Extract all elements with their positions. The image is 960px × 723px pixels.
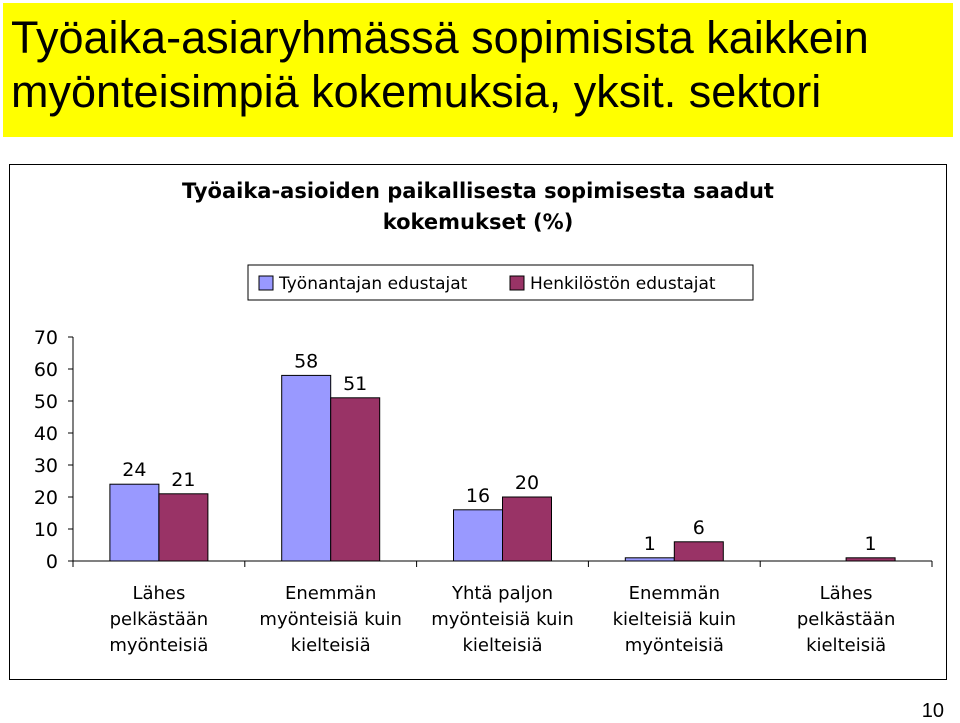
legend-label-2: Henkilöstön edustajat bbox=[530, 274, 716, 294]
bar-chart bbox=[10, 165, 946, 679]
bar-series1-cat3 bbox=[454, 510, 503, 561]
data-label-series2-cat1: 21 bbox=[171, 468, 196, 491]
data-label-series1-cat2: 58 bbox=[294, 350, 319, 373]
data-label-series1-cat3: 16 bbox=[465, 484, 491, 507]
chart-frame bbox=[9, 164, 947, 680]
x-category-label-5-line-1: Lähes bbox=[819, 583, 873, 604]
data-label-series2-cat3: 20 bbox=[514, 472, 540, 494]
x-category-label-1-line-2: pelkästään bbox=[109, 609, 209, 630]
y-tick-label: 70 bbox=[33, 327, 58, 349]
x-category-label-3-line-1: Yhtä paljon bbox=[451, 583, 554, 604]
y-tick-label: 40 bbox=[33, 423, 58, 445]
bar-series2-cat3 bbox=[503, 497, 552, 561]
x-category-label-1-line-1: Lähes bbox=[132, 583, 186, 604]
bar-series2-cat5 bbox=[846, 558, 895, 561]
data-label-series2-cat2: 51 bbox=[343, 372, 368, 395]
data-label-series1-cat4: 1 bbox=[643, 532, 656, 555]
legend-swatch-2 bbox=[510, 276, 524, 290]
legend-swatch-1 bbox=[259, 276, 273, 290]
x-category-label-5-line-3: kielteisiä bbox=[806, 635, 887, 656]
x-category-label-2-line-1: Enemmän bbox=[285, 583, 377, 604]
y-tick-label: 30 bbox=[33, 455, 58, 477]
x-category-label-3-line-3: kielteisiä bbox=[462, 635, 543, 656]
bar-series2-cat4 bbox=[674, 542, 723, 561]
chart-title-line-2: kokemukset (%) bbox=[382, 210, 574, 234]
bar-series1-cat1 bbox=[110, 484, 159, 561]
x-category-label-5-line-2: pelkästään bbox=[796, 609, 896, 630]
data-label-series2-cat5: 1 bbox=[864, 532, 877, 555]
page-number: 10 bbox=[921, 700, 944, 722]
x-category-label-3-line-2: myönteisiä kuin bbox=[431, 609, 574, 630]
legend-label-1: Työnantajan edustajat bbox=[279, 274, 468, 294]
data-label-series1-cat1: 24 bbox=[122, 459, 147, 482]
y-tick-label: 20 bbox=[33, 487, 58, 509]
slide-title-line-2: myönteisimpiä kokemuksia, yksit. sektori bbox=[11, 66, 822, 117]
bar-series2-cat1 bbox=[159, 494, 208, 561]
slide-title-line-1: Työaika-asiaryhmässä sopimisista kaikkein bbox=[11, 12, 869, 63]
x-category-label-2-line-3: kielteisiä bbox=[290, 635, 371, 656]
y-tick-label: 0 bbox=[45, 551, 58, 573]
bar-series2-cat2 bbox=[331, 398, 380, 561]
x-category-label-4-line-3: myönteisiä bbox=[624, 635, 724, 656]
x-category-label-4-line-1: Enemmän bbox=[628, 583, 720, 604]
chart-title-line-1: Työaika-asioiden paikallisesta sopimisesta saadut bbox=[182, 179, 774, 203]
x-category-label-2-line-2: myönteisiä kuin bbox=[259, 609, 402, 630]
bar-series1-cat2 bbox=[282, 375, 331, 561]
x-category-label-1-line-3: myönteisiä bbox=[109, 635, 209, 656]
bar-series1-cat4 bbox=[625, 558, 674, 561]
slide-title bbox=[3, 3, 953, 137]
y-tick-label: 50 bbox=[33, 391, 58, 413]
y-tick-label: 10 bbox=[33, 519, 58, 541]
y-tick-label: 60 bbox=[33, 359, 58, 381]
x-category-label-4-line-2: kielteisiä kuin bbox=[612, 609, 737, 630]
data-label-series2-cat4: 6 bbox=[692, 516, 705, 539]
